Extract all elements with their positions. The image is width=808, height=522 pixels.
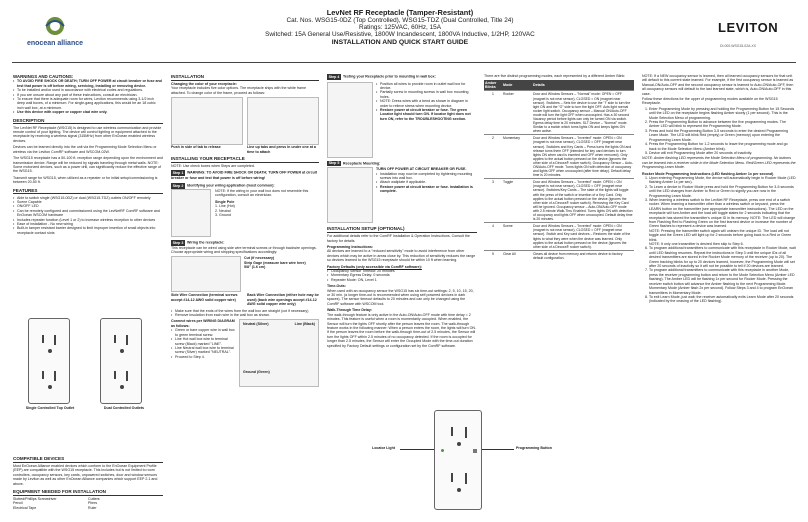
mode-step: 4. Press the Programming Button for 1-2 seconds to leave the programming mode and go back to the Mode Selection Menu (Amber blink). [649, 142, 796, 151]
product-title: LevNet RF Receptacle (Tamper-Resistant) [326, 8, 474, 17]
step-2-text: Identifying your wiring application (most common): [186, 184, 275, 189]
connect-heading: Connect wires per WIRING DIAGRAM as follows: [171, 319, 235, 328]
wall-mount-figure [327, 167, 373, 223]
wallbox-figure [171, 189, 211, 237]
blink-count: 5 [484, 250, 502, 261]
rocker-step: 8. To exit Learn Mode, just wait; the receiver automatically exits Learn Mode after 20 seconds (indicated by the ceasing of the LED flashing). [649, 295, 796, 304]
outlet-slot [457, 488, 461, 492]
rocker-step: 1. Upon entering Programming Mode, the device will automatically begin in Rocker Mode (LED flashing Amber 1x per sec). [649, 176, 796, 185]
mode-step: 3. Press and hold the Programming Button 3-5 seconds to enter the desired Programming Learn Mode. The LED will blink Red (empty) or Green (memory) upon entering the Programming Learn Mode. [649, 129, 796, 142]
warnings-list [13, 79, 163, 114]
warning-item: • If you are unsure about any part of these instructions, consult an electrician. [13, 93, 163, 97]
outlet-slot [126, 371, 128, 381]
step-2-details [215, 189, 319, 237]
mode-name: Scene [502, 223, 532, 251]
rocker-steps [642, 176, 796, 304]
compatible-heading: COMPATIBLE DEVICES [13, 456, 163, 463]
equipment-item: Pliers [88, 501, 97, 506]
outlet-slot [114, 335, 116, 343]
frame-release-figure [171, 97, 243, 145]
table-row [484, 223, 634, 251]
diagram-line: Line (Black) [294, 322, 315, 327]
step-1-text: WARNING: TO AVOID FIRE SHOCK OR DEATH; TURN OFF POWER at circuit breaker or fuse and test that power is off before wiring! [171, 171, 318, 181]
table-row [484, 135, 634, 179]
rocker-step: 6. To program additional transmitters to communicate with this receptacle in Rocker Mode, wait until LED flashing resumes. Repeat the instructions in Step 3 until the unique IDs of all desired transmitters are stored in the Rocker Mode memory of the receiver (up to 20). The Green tracking blinks for up to 20 devices learned, however, the Programming Mode will set after 20 seconds of inactivity so it will not be possible to tell if 20 devices are learned. [649, 246, 796, 268]
wiring-diagram-block [171, 319, 319, 387]
outlet-slot [126, 335, 128, 345]
outlet-label-single: Single Controlled Top Outlet [25, 406, 75, 410]
features-heading: FEATURES [13, 188, 163, 195]
equipment-item: Electrical Tape [13, 505, 37, 510]
description-p4: Transmit range for WSG15, when utilized as a repeater or for initial setup/commissioning is between 20-50 ft. [13, 175, 158, 185]
outlet-slot [457, 442, 461, 446]
receptacle-figure [434, 410, 482, 510]
wire-strip-figure [171, 256, 319, 292]
step-4-text: Testing your Receptacle prior to mounting in wall box: [342, 74, 436, 79]
step-5-item: • Installation may now be completed by tightening mounting screws into wall box. [376, 172, 477, 181]
column-2 [171, 74, 319, 387]
installation-heading: INSTALLATION [171, 74, 319, 81]
rocker-step: 2. To Learn a device in Rocker Mode press and hold the Programming Button for 3-5 seconds until the LED changes from Amber to Red or Green to signify you are now in the Programming Learn Mode. [649, 185, 796, 198]
side-wire-caption: Side Wire Connection (terminal screws accept #14-12 AWG solid copper wire) [171, 293, 238, 302]
timeouts-heading: Time-Outs: [327, 284, 346, 289]
mode-name: Momentary [502, 135, 532, 179]
follow-directions: Follow these directions for the upper of programming modes available on the WSG15 Receptacle. [642, 97, 778, 106]
warnings-heading: WARNINGS AND CAUTIONS: [13, 74, 74, 79]
defaults-list [327, 269, 477, 282]
mode-name: Rocker [502, 91, 532, 135]
step-1 [171, 170, 319, 180]
table-row [484, 250, 634, 261]
wiring-diagram [239, 319, 319, 387]
step-3-bullets [171, 309, 319, 318]
outlet-slot [48, 349, 52, 353]
column-4 [484, 74, 634, 261]
note-amber-led: NOTE: Amber flashing LED represents the Mode Selection Menu of programming. No buttons can be learned into a receiver while in the Mode Selection Menu. Red/Green LED represents the Programming Learn Mode. [642, 156, 796, 170]
frame-figures [171, 97, 319, 145]
connect-item: • Green or bare copper wire in wall box to green terminal screw. [171, 328, 235, 337]
connect-instructions [171, 319, 235, 387]
compatible-text: Most EnOcean Alliance enabled devices which conform to the EnOcean Equipment Profile (EEP) are compatible with the WSG15 receptacle. This includes but is not limited to room controllers, occupancy sensors, key cards, unpowered switches, door and window sensors made by Leviton as well as other EnOcean Alliance companies which support EEP 2.1 and above. [13, 464, 158, 486]
dual-controlled-outlet [100, 318, 142, 404]
outlet-slot [465, 473, 467, 484]
rocker-heading: Rocker Mode Programming Instructions (LED flashing Amber 1x per second) [642, 171, 774, 176]
note-new-sensor: NOTE: If a NEW occupancy sensor is learned, then all learned occupancy sensors for that unit will default to this current state learned. For example, if the first occupancy sensor is learned as Manual-ON/Auto-OFF and the second occupancy sensor is learned to Auto-ON/Auto-OFF, then all occupancy sensors will default to the last learned state, which is, Auto-ON/Auto-OFF in this case. [642, 74, 794, 96]
step-5-warning: TURN OFF POWER AT CIRCUIT BREAKER OR FUSE. [376, 167, 467, 172]
step-2-note: NOTE: If the wiring in your wall box does not resemble this configuration, consult an electrician. [215, 189, 309, 198]
strip-gage-label: Strip Gage (measure bare wire here) [244, 260, 306, 265]
step-4-body [327, 82, 477, 158]
features-list [13, 196, 163, 236]
wire-2: 2. Neutral [215, 208, 231, 213]
wire-3: 3. Ground [215, 213, 231, 218]
timeouts-text: When used with an occupancy sensor the WSG15 has six time-out settings: 2, 5, 10, 15, 20, or 30 min. (a longer time-out is recommended when using self powered devices in dark spaces). The sensor timeout defaults to 20 minutes and can only be changed using the ComRF software with WSCOM tool. [327, 288, 474, 306]
step-5-details [376, 167, 477, 223]
equipment-list [13, 497, 163, 510]
ratings-line: Ratings: 125VAC, 60Hz, 15A [359, 24, 441, 31]
column-3 [327, 74, 477, 348]
mode-step: 5. Device will exit Programming Mode after 20 seconds of inactivity. [649, 151, 796, 155]
connect-item: • Proceed to Step 4. [171, 355, 235, 359]
programming-button-label: Programming Button [516, 446, 552, 450]
programming-button [473, 449, 477, 453]
blink-count: 2 [484, 135, 502, 179]
feature-item: • ON/OFF LED [13, 204, 163, 208]
connect-item: • Line Hot wall box wire to terminal screw (Black) marked "LINE". [171, 337, 235, 346]
equipment-item: Ruler [88, 505, 97, 510]
feature-item: • Able to switch single (WSG15-0DZ) or dual (WSG15-TDZ) outlets ON/OFF remotely [13, 196, 163, 200]
warning-item: • TO AVOID FIRE SHOCK OR DEATH; TURN OFF POWER at circuit breaker or fuse and test that power is off before wiring, servicing, installing or removing device. [13, 79, 163, 88]
mode-details: Door and Window Sensors – "Normal" mode: OPEN = OFF (magnet is not near sensor), CLOSED = ON (magnet near sensor). Switches – Sets the device to use the "I" side to turn the light ON and the "O" side to turn the light OFF. Acts light normal rocker light switch. Occupancy sensor – Manual ON/Auto-OFF mode will turn the light OFF when unoccupied. Has a 30 second Vacancy period before lights can only be turned ON via switch. Egress delay time is 20 minutes. SLT Device – "Normal" mode. Similar to a switch which turns lights ON and keeps lights ON when active. [532, 91, 634, 135]
modes-intro: There are five distinct programming modes, each represented by a different Amber Blink: [484, 74, 626, 78]
locator-light-label: Locator Light [372, 446, 395, 450]
outlet-slot [120, 349, 124, 353]
description-p2: Devices can be learned directly into the unit via the Programming Mode Selection Menu or wireless via the Leviton ComRF software and WSCOM-02W. [13, 145, 157, 154]
programming-heading: Programming Instructions: [327, 245, 374, 249]
installing-heading: INSTALLING YOUR RECEPTACLE [171, 156, 319, 163]
outlet-slot [42, 335, 44, 343]
check-box-note: NOTE: Use check boxes when Steps are completed. [171, 164, 255, 169]
warning-item: • To be installed and/or used in accordance with electrical codes and regulations. [13, 88, 163, 92]
step-1-badge: Step 1 [172, 171, 184, 176]
single-pole-label: Single Pole [215, 199, 235, 204]
blink-count: 3 [484, 179, 502, 223]
feature-item: • Includes repeater function (Level 1 or 2) to increase wireless reception to other devices [13, 218, 163, 222]
feature-item: • Scene Capable [13, 200, 163, 204]
default-item: • Momentary Egress Delay: 0 seconds [327, 273, 477, 277]
wire-figure [171, 256, 241, 292]
step-5 [327, 161, 477, 167]
mode-details: Door and Window Sensors – "Inverted" mode: OPEN = ON (magnet is not near sensor), CLOSED = OFF (magnet near sensor). Switches/Key Cards – The state of the lights will toggle with the press of the switch or insertion of a Key Card. Only applies to the actual button pressed on the device (ignores the other side of a Decora® rocker switch). Removing the Key Card will be ignored. Occupancy sensor – Auto-ON/Auto-OFF mode with 2.5 minute Walk-Thru Enabled. Turns lights ON with detection of occupancy and lights OFF when unoccupied. Default delay time is 20 minutes. [533, 180, 633, 222]
change-color-text: Your receptacle includes five color options. The receptacle ships with the white frame attached. To change color of the frame, proceed as follows: [171, 86, 307, 95]
connect-list [171, 328, 235, 359]
walkthrough-heading: Walk-Through Time Delay: [327, 308, 373, 313]
description-heading: DESCRIPTION [13, 118, 163, 125]
col-amber-blinks: Amber Blinks [484, 80, 502, 91]
description-p1: The LevNet RF Receptacle (WSG15) is designed to use wireless communication and provide remote control of your lighting. The device will control lighting or equipment attached to the receptacle by receiving a wireless signal (315MHz) from other EnOcean enabled wireless devices. [13, 125, 162, 143]
setup-heading: INSTALLATION SETUP (OPTIONAL) [327, 226, 477, 233]
feature-item: • Can be remotely configured and commissioned using the LevNetRF ComRF software and EnOcean WSCOM hardware [13, 209, 163, 218]
frame-attach-caption: Line up tabs and press in under one at a time to attach [247, 145, 316, 154]
outlet-slot [451, 427, 453, 436]
outlet-slot [451, 473, 453, 482]
outlet-slot [54, 371, 56, 381]
step-5-badge: Step 5 [328, 161, 340, 166]
outlet-slot [120, 385, 124, 389]
mode-step: 2. Press the Programming Button to advance between the five programming modes. The Amber LED will blink to represent the Programming Mode. [649, 120, 796, 129]
outlet-slot [48, 385, 52, 389]
mounting-figure [327, 82, 373, 158]
mode-details: Clears all device from memory and returns device to factory default configuration. [532, 250, 634, 261]
diagram-neutral: Neutral (Silver) [243, 322, 269, 327]
step-3-text: Wiring the receptacle: [186, 240, 225, 245]
change-color-heading: Changing the color of your receptacle: [171, 82, 237, 86]
step-3-bullet: • Make sure that the ends of the wires from the wall box are straight (cut if necessary) [171, 309, 319, 313]
programming-text: All devices are learned to a "reduced sensitivity" mode to avoid interference from other devices which may be active in areas close by. This reduction of sensitivity reduces the range so devices learned to the WSG15 receptacle should be within 10 ft when learning. [327, 249, 476, 263]
step-3-body: This receptacle can be wired using side wire terminal screws or through backwire openings. Choose appropriate wiring and stripping specifications accordingly: [171, 245, 317, 255]
mode-step: 1. Enter Programming Mode by pressing and holding the Programming Button for 15 Seconds until the LED on the receptacle begins flashing Amber slowly (1 per second). This is the Mode Selection Menu of programming. [649, 107, 796, 120]
step-2-badge: Step 2 [172, 184, 184, 189]
guide-title: INSTALLATION AND QUICK START GUIDE [331, 39, 469, 46]
step-5-list [376, 172, 477, 194]
column-1-bottom [13, 456, 163, 510]
rocker-step: 7. To program additional transmitters to communicate with this receptacle in another Mode, press the receiver programming button and return to the Mode Selection Menu (Amber LED flashing). The Amber LED will be flashing 1x per second for Rocker Mode. Pressing the receiver switch button will advance the Amber flashing to the next Programming Mode. Momentary Mode (Amber flash 2x per second). Follow Steps 3 and 4 to program EnOcean transmitters in Momentary Mode. [649, 268, 796, 294]
outlet-slot [114, 371, 116, 379]
outlet-slot [42, 371, 44, 379]
description-p3: The WSG15 receptacle has a 50-100 ft. reception range depending upon the environment and transmission device. Range will be reduced by signals traveling through metal walls. NOTE: Some motorized devices, such as a power drill, can significantly reduce the effective range of the WSG15. [13, 156, 163, 174]
mode-details: Door and Window Sensors – "Inverted" mode: OPEN = ON (magnet is not near sensor), CLOSED = OFF (magnet near sensor). Switch and Key card devices – Restores the state of the lights to what they were when the device was learned. Only applies to the actual button pressed on the device (ignores the other side of a Decora® rocker switch). [532, 223, 634, 251]
header-rule [12, 62, 796, 63]
wire-1: 1. Line (Hot) [215, 204, 235, 209]
cut-label: Cut (if necessary) [244, 256, 275, 261]
header-block [130, 8, 670, 46]
equipment-item: Pencil [13, 501, 23, 506]
locator-led [441, 449, 444, 452]
defaults-heading: Factory Defaults (only accessible via ComRF software): [327, 264, 422, 269]
column-1 [13, 74, 163, 235]
strip-length: 5/8" (1.6 cm) [244, 265, 266, 270]
default-item: • Repeater Mode: ON, Level 1 [327, 278, 477, 282]
step-3-badge: Step 3 [172, 240, 184, 245]
warning-item: • Use this device with copper or copper clad wire only. [13, 110, 163, 114]
step-4 [327, 74, 477, 80]
step-5-item: • Attach wallplate if applicable. [376, 180, 477, 184]
equipment-item: Slotted/Phillips Screwdriver [13, 497, 57, 502]
outlet-label-dual: Dual Controlled Outlets [103, 406, 145, 410]
strip-labels [244, 256, 319, 292]
rocker-step: NOTE: Pressing the transmitter switch again will unlearn the unique ID. The load will not toggle and the Green LED will light up for 2 seconds before going back to a Red or Green blink. [649, 228, 792, 242]
mode-details: Door and Window Sensors – "Inverted" mode: OPEN = ON (magnet is not near sensor), CLOSED = OFF (magnet near sensor). Switches and Key Cards – Press turns the lights ON and release turns them OFF (intended for key card devices to turn lights ON when card is inserted and OFF when removed). Only applies to the actual button pressed on the device (ignores the other side of a Decora® rocker switch). Occupancy Sensor – Auto-ON/Auto-OFF mode. Turns lights ON with detection of occupancy and lights OFF when unoccupied (after time delay). Default delay time is 20 minutes. [533, 136, 633, 178]
step-4-item: • Restore power at circuit breaker or fuse. The green Locator light should turn ON. If locator light does not turn ON, refer to the TROUBLESHOOTING section. [376, 108, 477, 121]
connection-captions [171, 293, 319, 306]
leviton-logo: LEVITON [718, 20, 779, 35]
frame-captions [171, 145, 319, 154]
mode-name: Toggle [502, 179, 532, 223]
frame-attach-figure [247, 97, 319, 145]
outlet-slot [54, 335, 56, 345]
doc-code: DI-000-WSG15-02A-XX [720, 44, 756, 48]
step-4-item: • NOTE: Dress wires with a bend as shown in diagram in order to relieve stress when mounting device. [376, 99, 477, 108]
single-controlled-outlet [28, 318, 70, 404]
table-row [484, 179, 634, 223]
step-3-bullet: • Remove insulation from each wire in the wall box as shown. [171, 313, 319, 317]
equipment-heading: EQUIPMENT NEEDED FOR INSTALLATION [13, 489, 163, 496]
blink-count: 1 [484, 91, 502, 135]
col-mode: Mode [502, 80, 532, 91]
mode-selection-steps [642, 107, 796, 155]
rocker-step: NOTE: It only one transmitter is desired then skip to Step 6. [649, 242, 744, 247]
column-5 [642, 74, 796, 304]
step-4-item: • Partially screw in mounting screws in wall box mounting holes. [376, 90, 477, 99]
warning-item: • To ensure that there is adequate room for wires, Leviton recommends using 3-1/2 inch deep wall boxes, of a minimum. For single-gang applications, this would be an 18 cubic inch wall box, at a minimum. [13, 97, 163, 110]
step-2-body [171, 189, 319, 237]
feature-item: • Built-in tamper resistant barrier designed to limit improper insertion of small objects into receptacle contact slots [13, 226, 163, 235]
table-row [484, 91, 634, 135]
step-4-badge: Step 4 [328, 74, 340, 79]
step-5-item: • Restore power at circuit breaker or fuse. Installation is complete. [376, 185, 477, 194]
connect-item: • Line Neutral wall box wire to terminal screw (Silver) marked "NEUTRAL". [171, 346, 235, 355]
mode-name: Clear All [502, 250, 532, 261]
col-details: Details [532, 80, 634, 91]
table-header-row [484, 80, 634, 91]
catalog-line: Cat. Nos. WSG15-0DZ (Top Controlled), WSG15-TDZ (Dual Controlled, Title 24) [286, 17, 514, 24]
step-4-list [376, 82, 477, 158]
frame-release-caption: Push in side of tab to release [171, 145, 221, 150]
back-wire-caption: Back Wire Connection (either hole may be used) (back wire openings accept #14-12 AWG solid copper wire only) [247, 293, 319, 307]
rocker-step: 3. When learning a wireless switch to the LevNet RF Receptacle, press one end of a switch rocker. When learning a transmitter other than a wireless switch or keycard, press the LEARN button on the transmitter (see appropriate transmitter instructions). The LED on the receptacle will turn Amber and the load will toggle states for 2 seconds indicating that the receptacle has stored the transmitter's unique ID in its memory. NOTE: The LED will change from Flashing Red to Flashing Green on the first learned device or increase the number of Green flashes to represent a device was learned. [649, 198, 796, 229]
step-5-text: Receptacle Mounting: [342, 161, 381, 166]
feature-item: • Ease of installation - No new wiring [13, 222, 163, 226]
outlet-slot [465, 427, 467, 438]
switched-line: Switched: 15A General Use/Resistive, 1800W Incandescent, 1800VA Inductive, 1/2HP, 120VAC [265, 31, 535, 38]
programming-modes-table [484, 80, 634, 261]
setup-text: For additional details refer to the ComRF Installation & Operation Instructions. Consult the factory for details. [327, 234, 470, 243]
equipment-item: Cutters [88, 497, 100, 502]
diagram-ground: Ground (Green) [243, 370, 270, 375]
walkthrough-text: The walk-through feature is only active in the Auto-ON/Auto-OFF mode with time delay = 2 minutes. This feature is useful when a room is momentarily occupied. When enabled, the Sensor will turn the lights OFF shortly after the person leaves the room. The walk-through feature works in the following manner: When a person enters the room, the lights will turn ON. If the person leaves the room before the walk-through time-out of 2.5 minutes, the Sensor will turn the lights OFF within 2.5 minutes of no occupancy detected. If the room is occupied for longer than 2.5 minutes, the Sensor will enter the Occupied Mode with the time-out duration specified by Factory Default settings or configuration set by the ComRF software. [327, 312, 477, 348]
step-4-item: • Position all wires to provide room in outlet wall box for device. [376, 82, 477, 91]
step-5-body [327, 167, 477, 223]
blink-count: 4 [484, 223, 502, 251]
default-item: • Occupancy Sensor Timeout: 20 minutes [327, 269, 477, 273]
alliance-name: enocean alliance [26, 40, 84, 47]
